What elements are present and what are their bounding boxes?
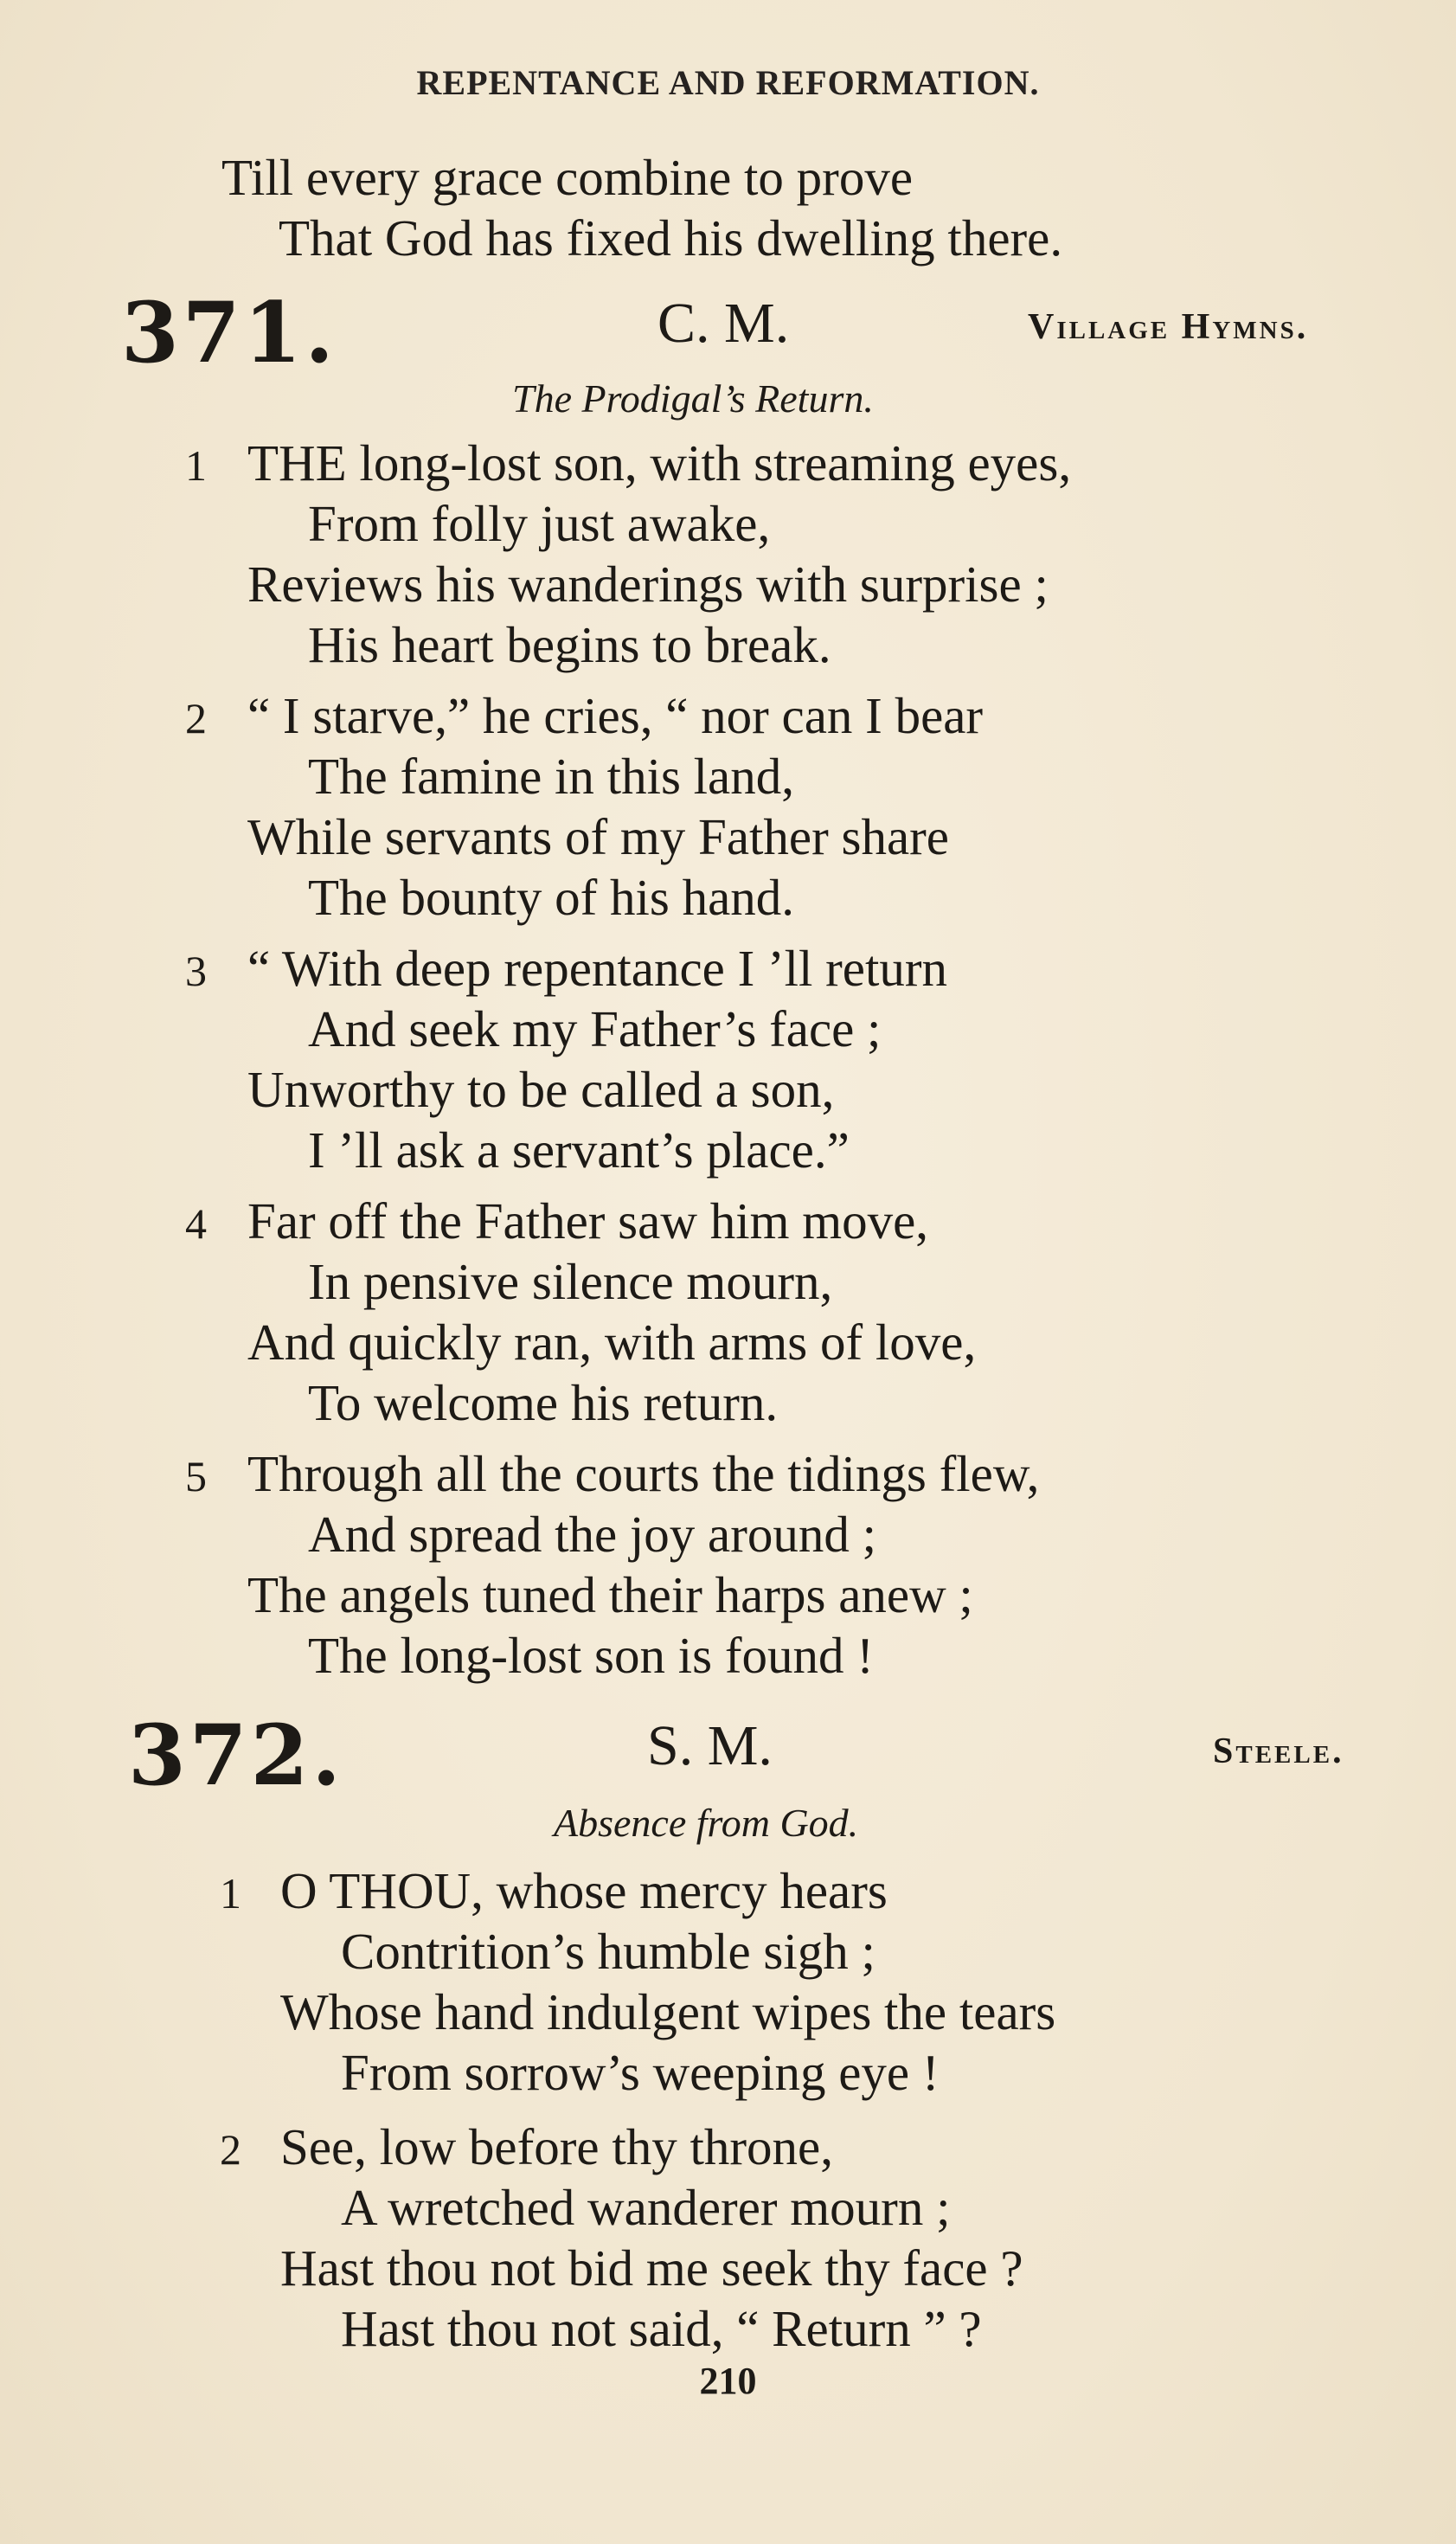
verse-line: Hast thou not said, “ Return ” ? [341,2300,982,2357]
verse-line: While servants of my Father share [247,808,949,865]
stanza-number: 1 [220,1869,241,1918]
verse-line: The long-lost son is found ! [308,1627,874,1684]
verse-line: And quickly ran, with arms of love, [247,1314,977,1371]
hymn-source: Steele. [1213,1731,1344,1771]
stanza-number: 2 [220,2125,241,2174]
verse-line: Far off the Father saw him move, [247,1192,929,1250]
hymn-number: 371. [121,284,337,382]
verse-line: See, low before thy throne, [280,2118,833,2175]
verse-line: The angels tuned their harps anew ; [247,1566,973,1623]
verse-line: Through all the courts the tidings flew, [247,1445,1040,1502]
hymn-source: Village Hymns. [1028,307,1309,347]
verse-line: And spread the joy around ; [308,1506,877,1563]
page-number: 210 [699,2360,757,2402]
verse-line: From sorrow’s weeping eye ! [341,2044,940,2101]
stanza-number: 5 [185,1452,207,1500]
verse-line: I ’ll ask a servant’s place.” [308,1121,850,1179]
verse-line: From folly just awake, [308,495,771,552]
verse-line: His heart begins to break. [308,616,831,673]
stanza-number: 3 [185,947,207,995]
verse-line: Reviews his wanderings with surprise ; [247,556,1049,613]
verse-line: Unworthy to be called a son, [247,1061,835,1118]
verse-line: Whose hand indulgent wipes the tears [280,1983,1056,2040]
hymn-title: Absence from God. [554,1801,859,1845]
verse-line: “ With deep repentance I ’ll return [247,940,948,997]
hymn-title: The Prodigal’s Return. [512,376,874,421]
hymn-meter: S. M. [647,1714,773,1777]
running-head: REPENTANCE AND REFORMATION. [416,63,1040,102]
verse-line: To welcome his return. [308,1374,779,1431]
stanza-number: 1 [185,441,207,490]
verse-line: “ I starve,” he cries, “ nor can I bear [247,687,984,744]
carryover-line: That God has fixed his dwelling there. [279,209,1063,267]
stanza-number: 2 [185,694,207,742]
verse-line: Contrition’s humble sigh ; [341,1923,876,1980]
verse-line: A wretched wanderer mourn ; [341,2179,951,2236]
verse-line: THE long-lost son, with streaming eyes, [247,434,1072,491]
verse-line: The famine in this land, [308,748,794,805]
hymn-number: 372. [128,1706,344,1804]
hymn-meter: C. M. [657,292,790,355]
verse-line: Hast thou not bid me seek thy face ? [280,2239,1023,2297]
stanza-number: 4 [185,1199,207,1248]
verse-line: The bounty of his hand. [308,869,795,926]
verse-line: And seek my Father’s face ; [308,1000,882,1057]
verse-line: In pensive silence mourn, [308,1253,833,1310]
verse-line: O THOU, whose mercy hears [280,1862,888,1919]
carryover-line: Till every grace combine to prove [221,149,914,206]
